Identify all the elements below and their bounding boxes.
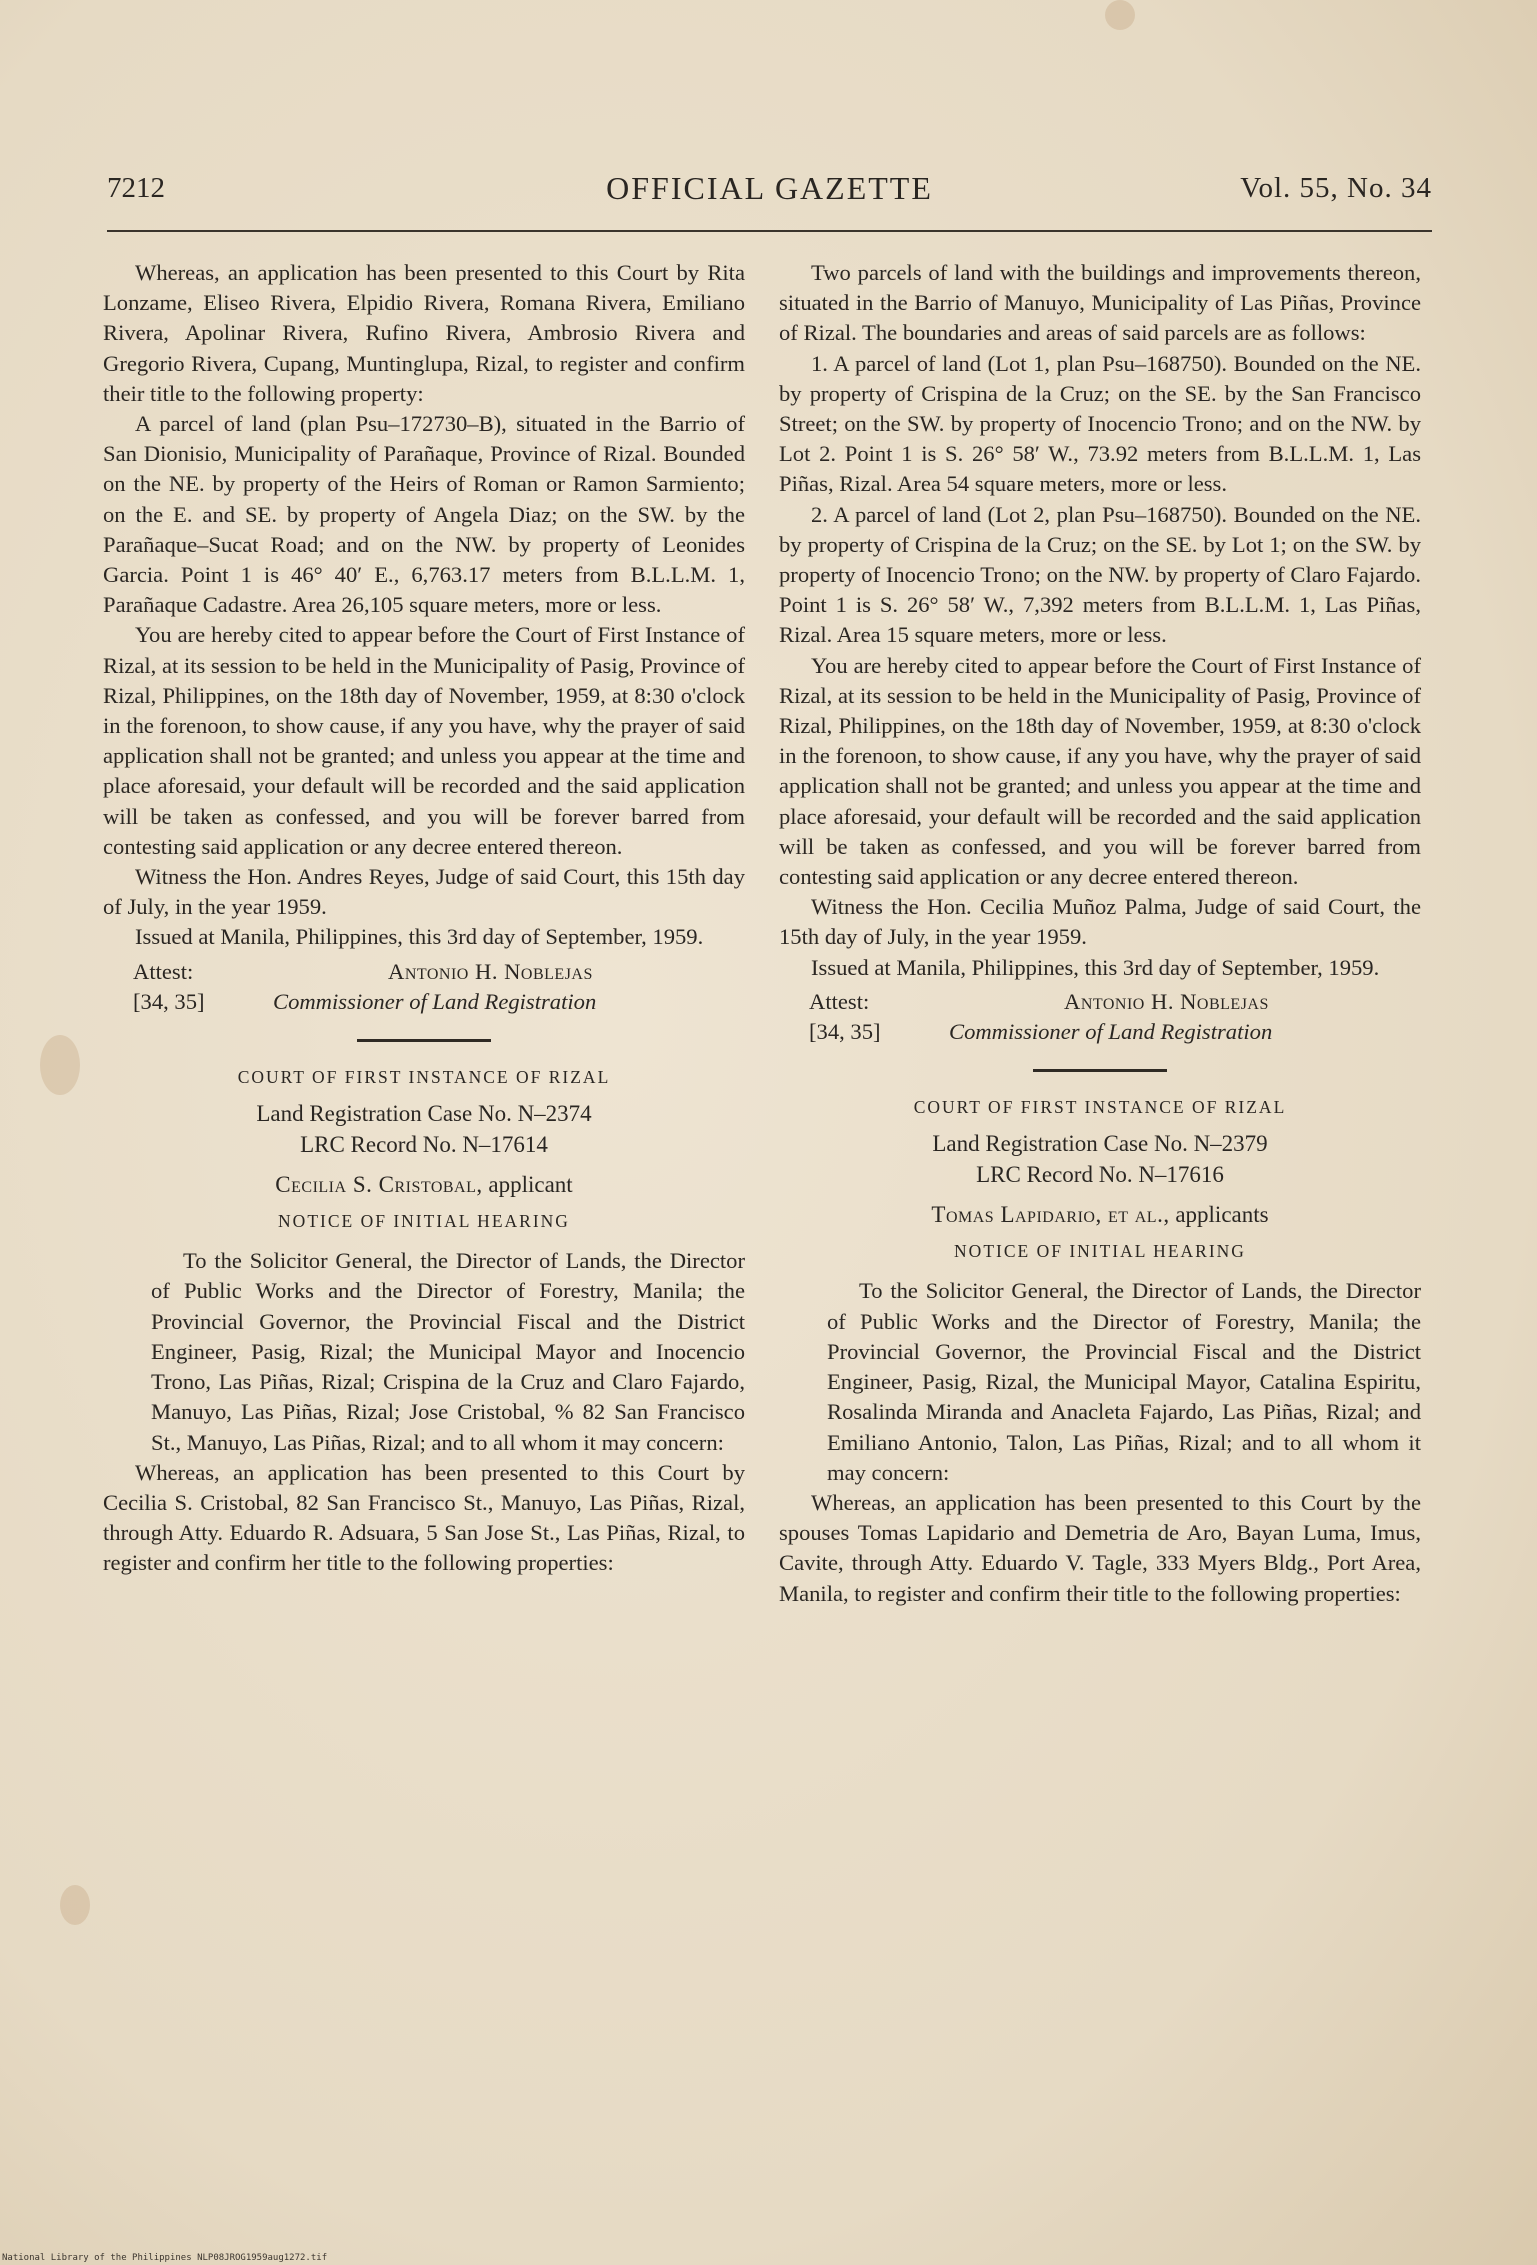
applicant-line bbox=[103, 1170, 745, 1200]
applicant-role: applicants bbox=[1169, 1202, 1269, 1228]
paragraph: Witness the Hon. Andres Reyes, Judge of said Court, this 15th day of July, in the year 1959. bbox=[103, 864, 745, 920]
paragraph: Whereas, an application has been presented to this Court by Cecilia S. Cristobal, 82 San Francisco St., Manuyo, Las Piñas, Rizal, through Atty. Eduardo R. Adsuara, 5 San Jose St., Las Piñas, Rizal, to register and confirm her title to the following properties: bbox=[103, 1459, 745, 1576]
notice-heading: NOTICE OF INITIAL HEARING bbox=[954, 1241, 1246, 1262]
attest-label: Attest: bbox=[809, 988, 870, 1014]
issue-reference: [34, 35] bbox=[133, 988, 205, 1014]
notice-heading: NOTICE OF INITIAL HEARING bbox=[278, 1211, 570, 1232]
paragraph: Witness the Hon. Cecilia Muñoz Palma, Judge of said Court, the 15th day of July, in the year 1959. bbox=[779, 894, 1421, 950]
applicant-role: applicant bbox=[482, 1171, 573, 1197]
paragraph: Issued at Manila, Philippines, this 3rd day of September, 1959. bbox=[135, 924, 704, 950]
paragraph: 1. A parcel of land (Lot 1, plan Psu–168750). Bounded on the NE. by property of Crispina de la Cruz; on the SE. by the San Francisco Street; on the SW. by property of Inocencio Trono; and on the NW. by Lot 2. Point 1 is S. 26° 58′ W., 73.92 meters from B.L.L.M. 1, Las Piñas, Rizal. Area 54 square meters, more or less. bbox=[779, 350, 1421, 497]
paragraph: Whereas, an application has been presented to this Court by the spouses Tomas Lapidario and Demetria de Aro, Bayan Luma, Imus, Cavite, through Atty. Eduardo V. Tagle, 333 Myers Bldg., Port Area, Manila, to register and confirm their title to the following properties: bbox=[779, 1489, 1421, 1606]
paragraph: A parcel of land (plan Psu–172730–B), situated in the Barrio of San Dionisio, Municipality of Parañaque, Province of Rizal. Bounded on the NE. by property of the Heirs of Roman or Ramon Sarmiento; on the E. and SE. by property of Angela Diaz; on the SW. by the Parañaque–Sucat Road; and on the NW. by property of Leonides Garcia. Point 1 is 46° 40′ E., 6,763.17 meters from B.L.L.M. 1, Parañaque Cadastre. Area 26,105 square meters, more or less. bbox=[103, 411, 745, 618]
section-divider bbox=[357, 1039, 491, 1042]
volume-number: Vol. 55, No. 34 bbox=[1240, 172, 1432, 204]
issue-reference: [34, 35] bbox=[809, 1018, 881, 1044]
attest-name: Antonio H. Noblejas bbox=[388, 958, 593, 984]
case-number: Land Registration Case No. N–2374 bbox=[256, 1100, 592, 1126]
court-heading: COURT OF FIRST INSTANCE OF RIZAL bbox=[237, 1066, 611, 1087]
addressee-block: To the Solicitor General, the Director of Lands, the Director of Public Works and the Director of Forestry, Manila; the Provincial Governor, the Provincial Fiscal and the District Engineer, Pasig, Rizal, the Municipal Mayor, Catalina Espiritu, Rosalinda Miranda and Anacleta Fajardo, Las Piñas, Rizal; and Emiliano Antonio, Talon, Las Piñas, Rizal; and to all whom it may concern: bbox=[827, 1278, 1421, 1485]
lrc-record-number: LRC Record No. N–17616 bbox=[976, 1162, 1224, 1188]
attestation bbox=[779, 987, 1421, 1049]
left-column bbox=[103, 258, 745, 1579]
paragraph: You are hereby cited to appear before the Court of First Instance of Rizal, at its session to be held in the Municipality of Pasig, Province of Rizal, Philippines, on the 18th day of November, 1959, at 8:30 o'clock in the forenoon, to show cause, if any you have, why the prayer of said application shall not be granted; and unless you appear at the time and place aforesaid, your default will be recorded and the said application will be taken as confessed, and you will be forever barred from contesting said application or any decree entered thereon. bbox=[779, 652, 1421, 890]
page-header bbox=[107, 168, 1432, 218]
paragraph: Two parcels of land with the buildings and improvements thereon, situated in the Barrio of Manuyo, Municipality of Las Piñas, Province of Rizal. The boundaries and areas of said parcels are as follows: bbox=[779, 260, 1421, 346]
header-rule bbox=[107, 230, 1432, 232]
paper-stain bbox=[1105, 0, 1135, 30]
attest-label: Attest: bbox=[133, 958, 194, 984]
paper-stain bbox=[40, 1035, 80, 1095]
court-heading: COURT OF FIRST INSTANCE OF RIZAL bbox=[913, 1096, 1287, 1117]
applicant-line bbox=[779, 1200, 1421, 1230]
page-number: 7212 bbox=[107, 172, 165, 204]
paragraph: Issued at Manila, Philippines, this 3rd day of September, 1959. bbox=[811, 954, 1380, 980]
applicant-name: Tomas Lapidario, et al., bbox=[931, 1202, 1170, 1228]
paper-stain bbox=[60, 1885, 90, 1925]
addressee-block: To the Solicitor General, the Director of Lands, the Director of Public Works and the Director of Forestry, Manila; the Provincial Governor, the Provincial Fiscal and the District Engineer, Pasig, Rizal; the Municipal Mayor and Inocencio Trono, Las Piñas, Rizal; Crispina de la Cruz and Claro Fajardo, Manuyo, Las Piñas, Rizal; Jose Cristobal, % 82 San Francisco St., Manuyo, Las Piñas, Rizal; and to all whom it may concern: bbox=[151, 1248, 745, 1455]
paragraph: You are hereby cited to appear before the Court of First Instance of Rizal, at its session to be held in the Municipality of Pasig, Province of Rizal, Philippines, on the 18th day of November, 1959, at 8:30 o'clock in the forenoon, to show cause, if any you have, why the prayer of said application shall not be granted; and unless you appear at the time and place aforesaid, your default will be recorded and the said application will be taken as confessed, and you will be forever barred from contesting said application or any decree entered thereon. bbox=[103, 622, 745, 859]
attestation bbox=[103, 957, 745, 1019]
paragraph: Whereas, an application has been presented to this Court by Rita Lonzame, Eliseo Rivera, Elpidio Rivera, Romana Rivera, Emiliano Rivera, Apolinar Rivera, Rufino Rivera, Ambrosio Rivera and Gregorio Rivera, Cupang, Muntinglupa, Rizal, to register and confirm their title to the following property: bbox=[103, 260, 745, 406]
applicant-name: Cecilia S. Cristobal, bbox=[275, 1171, 483, 1197]
right-column bbox=[779, 258, 1421, 1609]
attest-role: Commissioner of Land Registration bbox=[949, 1018, 1273, 1044]
paragraph: 2. A parcel of land (Lot 2, plan Psu–168750). Bounded on the NE. by property of Crispina de la Cruz; on the SE. by Lot 1; on the SW. by property of Inocencio Trono; on the NW. by property of Claro Fajardo. Point 1 is S. 26° 58′ W., 7,392 meters from B.L.L.M. 1, Las Piñas, Rizal. Area 15 square meters, more or less. bbox=[779, 501, 1421, 648]
attest-role: Commissioner of Land Registration bbox=[273, 988, 597, 1014]
case-number: Land Registration Case No. N–2379 bbox=[932, 1131, 1268, 1157]
publication-title: OFFICIAL GAZETTE bbox=[606, 170, 933, 206]
lrc-record-number: LRC Record No. N–17614 bbox=[300, 1131, 548, 1157]
section-divider bbox=[1033, 1069, 1167, 1072]
attest-name: Antonio H. Noblejas bbox=[1064, 988, 1269, 1014]
scan-footer: National Library of the Philippines NLP08JROG1959aug1272.tif bbox=[2, 2253, 328, 2263]
